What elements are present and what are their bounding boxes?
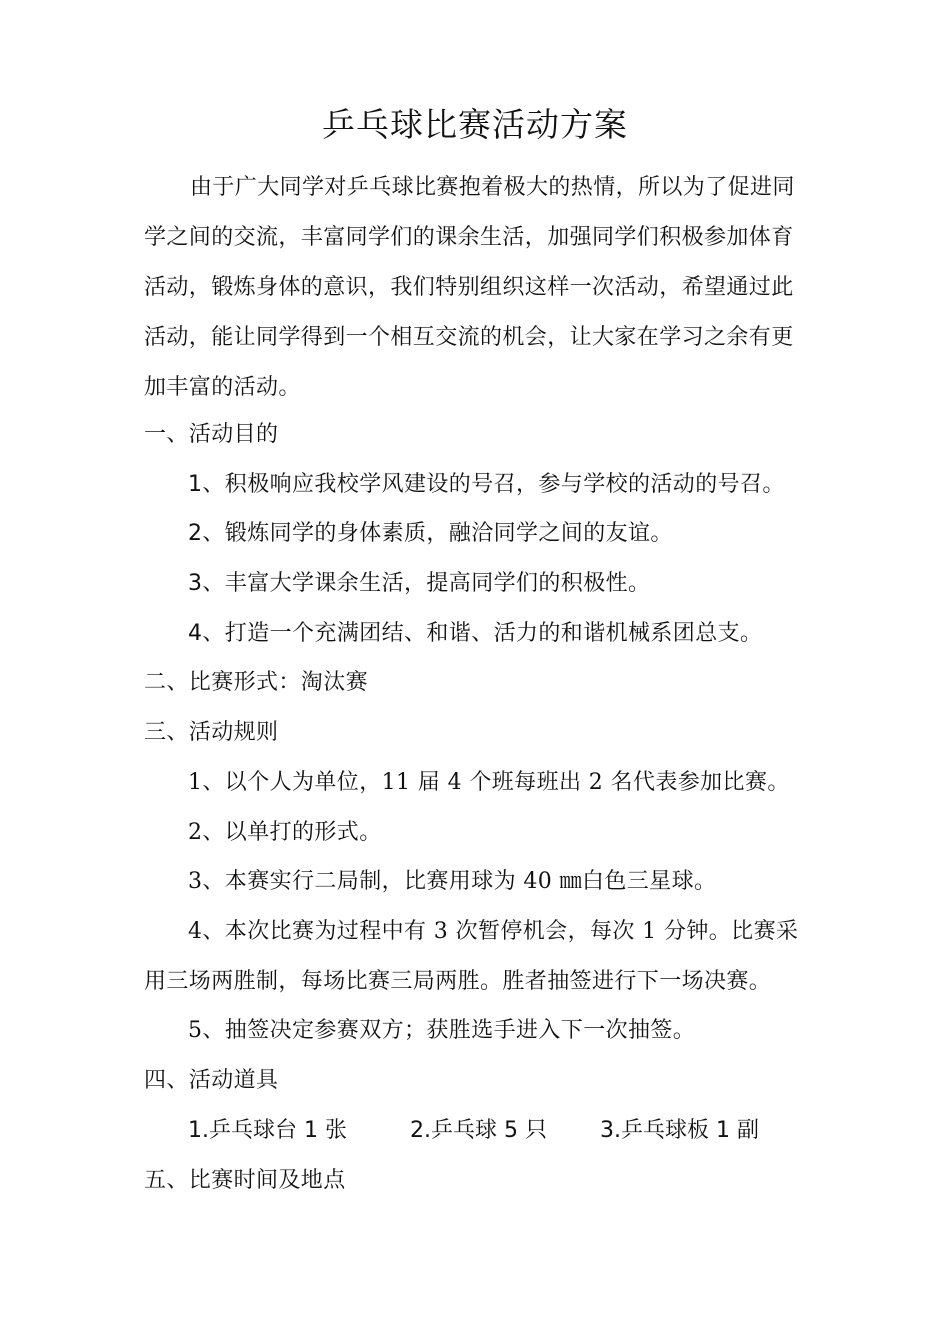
intro-paragraph: 由于广大同学对乒乓球比赛抱着极大的热情，所以为了促进同学之间的交流，丰富同学们的课余生活，加强同学们积极参加体育活动，锻炼身体的意识，我们特别组织这样一次活动，希望通过此活动，能让同学得到一个相互交流的机会，让大家在学习之余有更加丰富的活动。 (144, 175, 795, 400)
section-heading-time-place: 五、比赛时间及地点 (144, 1168, 346, 1193)
rule-item-3: 3、本赛实行二局制，比赛用球为 40 ㎜白色三星球。 (188, 869, 717, 894)
purpose-item-1: 1、积极响应我校学风建设的号召，参与学校的活动的号召。 (188, 472, 785, 497)
rule-item-4: 4、本次比赛为过程中有 3 次暂停机会，每次 1 分钟。比赛采用三场两胜制，每场比赛三局两胜。胜者抽签进行下一场决赛。 (144, 919, 799, 994)
prop-item-balls: 2.乒乓球 5 只 (410, 1118, 547, 1143)
section-heading-format: 二、比赛形式：淘汰赛 (144, 670, 369, 695)
section-heading-purpose: 一、活动目的 (144, 422, 279, 447)
prop-item-table: 1.乒乓球台 1 张 (188, 1118, 347, 1143)
rule-item-1: 1、以个人为单位，11 届 4 个班每班出 2 名代表参加比赛。 (188, 770, 790, 795)
purpose-item-3: 3、丰富大学课余生活，提高同学们的积极性。 (188, 571, 651, 596)
rule-item-2: 2、以单打的形式。 (188, 820, 382, 845)
purpose-item-2: 2、锻炼同学的身体素质，融洽同学之间的友谊。 (188, 521, 673, 546)
section-heading-props: 四、活动道具 (144, 1068, 279, 1093)
document-title: 乒乓球比赛活动方案 (322, 105, 628, 144)
rule-item-5: 5、抽签决定参赛双方；获胜选手进入下一次抽签。 (188, 1018, 696, 1043)
section-heading-rules: 三、活动规则 (144, 720, 279, 745)
prop-item-paddles: 3.乒乓球板 1 副 (600, 1118, 759, 1143)
purpose-item-4: 4、打造一个充满团结、和谐、活力的和谐机械系团总支。 (188, 621, 763, 646)
